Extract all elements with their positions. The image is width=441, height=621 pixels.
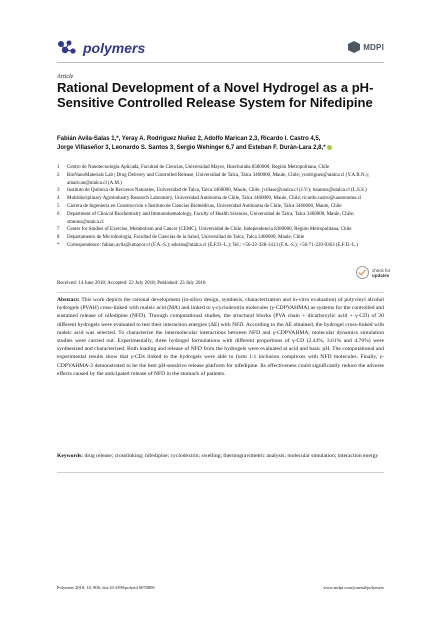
author-line: Fabián Avila-Salas 1,*, Yeray A. Rodriguez Nuñez 2, Adolfo Marican 2,3, Ricardo I. Castro 4,5,	[57, 136, 321, 142]
affiliation-number: 4	[57, 196, 60, 202]
affiliation-text: Department of Clinical Biochemistry and Immunohematology, Faculty of Health Sciences, Universidad de Talca, Talca 3460000, Maule, Chile; smunez@utalca.cl	[67, 211, 355, 225]
affiliation-item	[57, 172, 387, 188]
check-updates-line1: check for	[372, 267, 391, 273]
keywords-text: drug release; crosslinking; nifedipine; cyclodextrin; swelling; thermogravimetric analysis; molecular simulation; interaction energy	[84, 453, 379, 459]
publication-dates: Received: 14 June 2018; Accepted: 22 July 2018; Published: 23 July 2018	[57, 281, 206, 286]
page-footer	[57, 585, 384, 590]
abstract	[57, 296, 384, 378]
affiliation-item	[57, 187, 387, 195]
affiliation-text: Instituto de Química de Recursos Naturales, Universidad de Talca, Talca 3460000, Maule, Chile; jvillase@utalca.cl (J.V.); lssantos@utalca.cl (L.S.S.)	[67, 188, 367, 194]
keywords-label: Keywords:	[57, 453, 84, 459]
affiliation-item	[57, 195, 387, 203]
affiliation-number: 6	[57, 211, 60, 217]
affiliation-number: 7	[57, 227, 60, 233]
paper-title: Rational Development of a Novel Hydrogel as a pH-Sensitive Controlled Release System for Nifedipine	[57, 80, 374, 110]
affiliation-number: 1	[57, 165, 60, 170]
mdpi-logo-text: MDPI	[363, 42, 384, 52]
header-divider	[57, 62, 384, 63]
author-line-2	[57, 144, 387, 153]
mdpi-logo	[348, 41, 384, 53]
affiliation-text: Correspondence: fabian.avila@umayor.cl (F.A.-S.); eduran@utalca.cl (E.F.D.-L.); Tel.: +56-22-328-1413 (F.A.-S.); +56-71-220-0363 (E.F.D.-L.)	[67, 242, 358, 248]
affiliation-number: 3	[57, 188, 60, 194]
affiliation-text: Departamento de Microbiología, Facultad de Ciencias de la Salud, Universidad de Talca, Talca 3460000, Maule, Chile	[67, 235, 305, 241]
affiliation-item	[57, 211, 387, 227]
affiliation-text: Multidisciplinary Agroindustry Research Laboratory, Universidad Autónoma de Chile, Talca 3460000, Maule, Chile; ricardo.castro@uautonoma.cl	[67, 196, 362, 202]
mdpi-logo-icon	[348, 41, 360, 53]
affiliation-text: Centro de Nanotecnología Aplicada, Facultad de Ciencias, Universidad Mayor, Huechuraba 8580000, Región Metropolitana, Chile	[67, 165, 330, 170]
check-updates-icon	[356, 266, 369, 279]
affiliation-number: 5	[57, 203, 60, 209]
affiliation-list	[57, 164, 387, 250]
affiliation-text: BioNanoMaterials Lab | Drug Delivery and Controlled Release, Universidad de Talca, Talca 3460000, Maule, Chile; yrodriguez@utalca.cl (Y.A.R.N.); amarican@utalca.cl (A.M.)	[67, 172, 369, 186]
abstract-divider	[57, 292, 384, 293]
affiliation-item	[57, 164, 387, 172]
abstract-label: Abstract:	[57, 297, 80, 303]
affiliation-number: 8	[57, 235, 60, 241]
affiliation-item	[57, 242, 387, 250]
affiliation-text: Carrera de Ingeniería en Construcción e Instituto de Ciencias Biomédicas, Universidad Autónoma de Chile, Talca 3460000, Maule, Chile	[67, 203, 342, 209]
author-list	[57, 135, 387, 153]
journal-name: polymers	[83, 40, 146, 56]
keywords-divider	[57, 472, 384, 473]
affiliation-text: Center for Studies of Exercise, Metabolism and Cancer (CEMC), Universidad de Chile, Independencia 8380000, Región Metropolitana, Chile	[67, 227, 352, 233]
orcid-icon[interactable]	[327, 145, 332, 150]
affiliation-number: 2	[57, 172, 60, 178]
affiliation-item	[57, 226, 387, 234]
check-updates-text	[372, 268, 390, 278]
polymers-logo-icon	[57, 40, 77, 56]
affiliation-item	[57, 234, 387, 242]
article-type: Article	[57, 74, 74, 80]
footer-citation: Polymers 2018, 10, 806; doi:10.3390/polym10070806	[57, 585, 155, 590]
abstract-text: This work depicts the rational development (in-silico design, synthesis, characterization and in-vitro evaluation) of polyvinyl alcohol hydrogels (PVAH) cross-linked with maleic acid (MA) and linked to γ-cyclodextrin molecules (γ-CDPVAHMA) as systems for the controlled and sustained release of nifedipine (NFD). Through computational studies, the structural blocks (PVA chain + dicarboxylic acid + γ-CD) of 20 different hydrogels were evaluated to test their interaction energies (ΔE) with NFD. According to the ΔE obtained, the hydrogel cross-linked with maleic acid was selected. To characterize the intermolecular interactions between NFD and γ-CDPVAHMA, molecular dynamics simulation studies were carried out. Experimentally, three hydrogel formulations with different proportions of γ-CD (2.43%, 3.61% and 4.76%) were synthesized and characterized. Both loading and release of NFD from the hydrogels were evaluated at acid and basic pH. The computational and experimental results show that γ-CDs linked to the hydrogels were able to form 1:1 inclusion complexes with NFD molecules. Finally, γ-CDPVAHMA-3 demonstrated to be the best pH-sensitive release platform for nifedipine. Its effectiveness could significantly reduce the adverse effects caused by the anticipated release of NFD in the stomach of patients.	[57, 297, 384, 377]
footer-url[interactable]: www.mdpi.com/journal/polymers	[323, 585, 384, 590]
check-updates-line2: updates	[372, 272, 390, 278]
author-line: Jorge Villaseñor 3, Leonardo S. Santos 3, Sergio Wehinger 6,7 and Esteban F. Durán-Lara 2,8,*	[57, 145, 328, 151]
affiliation-item	[57, 203, 387, 211]
journal-header	[57, 40, 145, 56]
check-for-updates-badge[interactable]	[356, 266, 390, 279]
keywords	[57, 452, 384, 460]
affiliation-number: *	[57, 242, 60, 248]
